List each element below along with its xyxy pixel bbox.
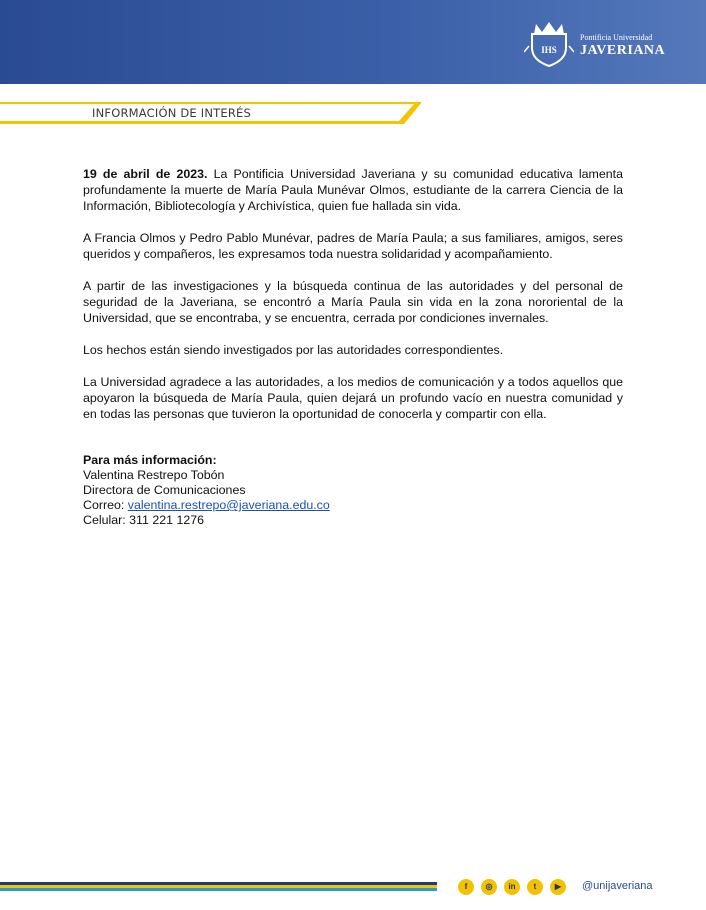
release-date: 19 de abril de 2023.	[83, 167, 208, 181]
paragraph-1-text: La Pontificia Universidad Javeriana y su comunidad educativa lamenta profundamente la muerte de María Paula Munévar Olmos, estudiante de la carrera Ciencia de la Información, Bibliotecología y Archivística, quien fue hallada sin vida.	[83, 167, 623, 213]
twitter-icon[interactable]: t	[527, 879, 543, 895]
header-banner	[0, 0, 706, 84]
logo-small-text: Pontificia Universidad	[580, 33, 653, 42]
paragraph-1	[83, 166, 623, 214]
social-handle[interactable]: @unijaveriana	[582, 880, 653, 892]
logo-big-text: JAVERIANA	[580, 43, 666, 58]
youtube-icon[interactable]: ▶	[550, 879, 566, 895]
contact-block	[83, 453, 623, 528]
instagram-icon[interactable]: ◎	[481, 879, 497, 895]
contact-name: Valentina Restrepo Tobón	[83, 468, 225, 482]
paragraph-3: A partir de las investigaciones y la búsqueda continua de las autoridades y del personal de seguridad de la Javeriana, se encontró a María Paula sin vida en la zona nororiental de la Universidad, que se encontraba, y se encuentra, cerrada por condiciones invernales.	[83, 279, 623, 325]
contact-email-line	[83, 498, 623, 513]
university-logo	[524, 20, 674, 68]
linkedin-icon[interactable]: in	[504, 879, 520, 895]
contact-phone: Celular: 311 221 1276	[83, 513, 205, 527]
email-label: Correo:	[83, 498, 128, 512]
paragraph-4: Los hechos están siendo investigados por las autoridades correspondientes.	[83, 343, 504, 357]
press-release-body	[83, 166, 623, 528]
footer-stripe-blue	[0, 888, 437, 891]
email-link[interactable]: valentina.restrepo@javeriana.edu.co	[127, 498, 330, 512]
facebook-icon[interactable]: f	[458, 879, 474, 895]
contact-heading: Para más información:	[83, 453, 217, 467]
seal-icon	[524, 20, 574, 68]
paragraph-5: La Universidad agradece a las autoridades, a los medios de comunicación y a todos aquellos que apoyaron la búsqueda de María Paula, quien dejará un profundo vacío en nuestra comunidad y en todas las personas que tuvieron la oportunidad de conocerla y compartir con ella.	[83, 375, 623, 421]
paragraph-2: A Francia Olmos y Pedro Pablo Munévar, padres de María Paula; a sus familiares, amigos, seres queridos y compañeros, les expresamos toda nuestra solidaridad y acompañamiento.	[83, 231, 623, 261]
svg-text:IHS: IHS	[541, 45, 557, 55]
section-title: INFORMACIÓN DE INTERÉS	[92, 106, 251, 120]
logo-wordmark	[580, 34, 665, 58]
contact-role: Directora de Comunicaciones	[83, 483, 246, 497]
